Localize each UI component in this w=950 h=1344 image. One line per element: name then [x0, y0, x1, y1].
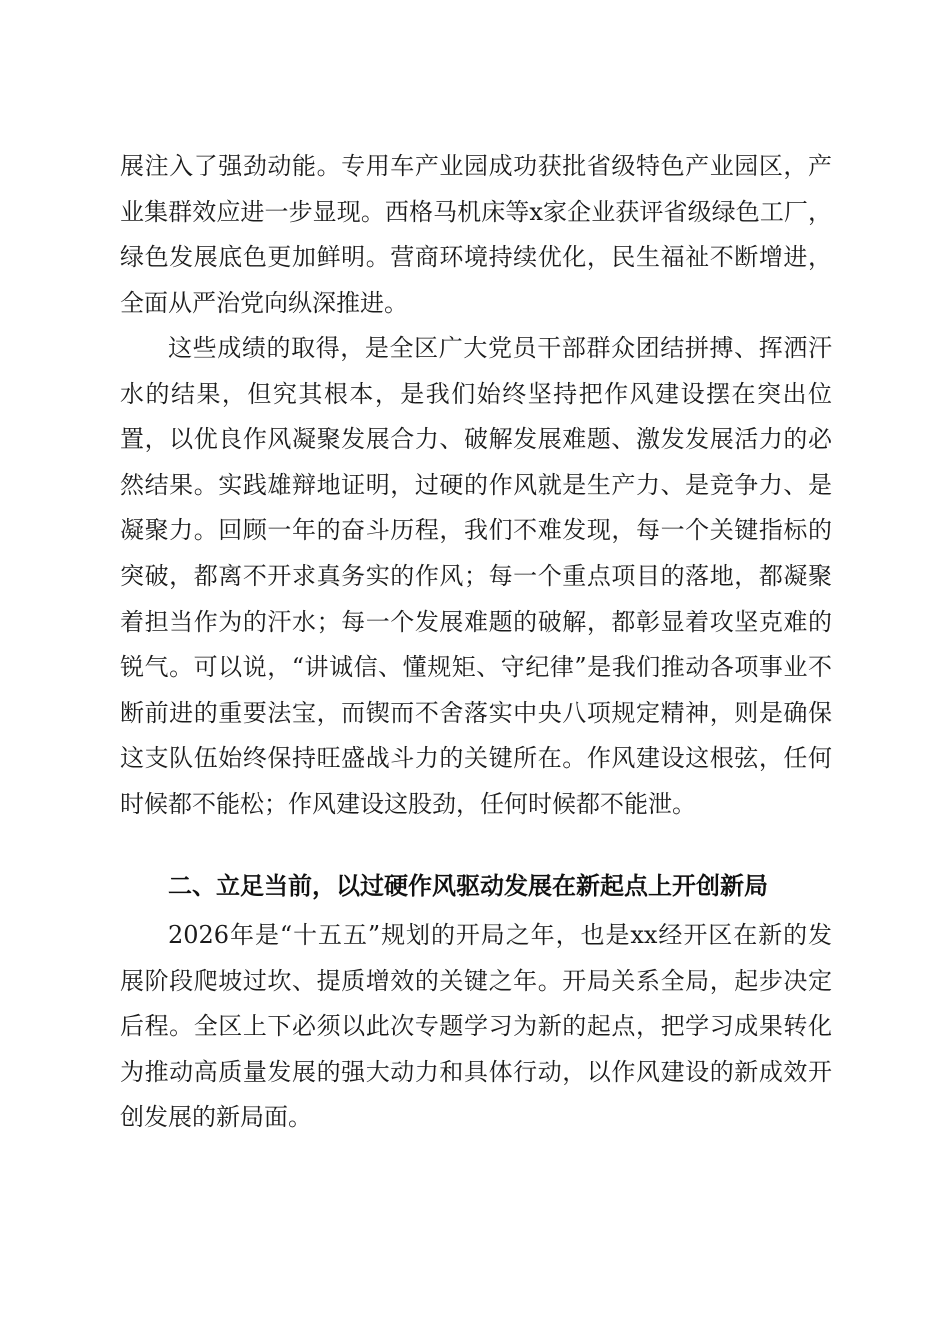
section-heading: 二、立足当前，以过硬作风驱动发展在新起点上开创新局: [168, 872, 768, 900]
paragraph-text: 2026年是“十五五”规划的开局之年，也是xx经开区在新的发展阶段爬坡过坎、提质增效的关键之年。开局关系全局，起步决定后程。全区上下必须以此次专题学习为新的起点，把学习成果转化为推动高质量发展的强大动力和具体行动，以作风建设的新成效开创发展的新局面。: [120, 921, 832, 1132]
paragraph-text: 展注入了强劲动能。专用车产业园成功获批省级特色产业园区，产业集群效应进一步显现。西格马机床等x家企业获评省级绿色工厂，绿色发展底色更加鲜明。营商环境持续优化，民生福祉不断增进，全面从严治党向纵深推进。: [120, 152, 832, 317]
paragraph-continued: [120, 144, 832, 326]
paragraph-2026-plan: [120, 913, 832, 1141]
paragraph-achievements: [120, 326, 832, 828]
paragraph-text: 这些成绩的取得，是全区广大党员干部群众团结拼搏、挥洒汗水的结果，但究其根本，是我们始终坚持把作风建设摆在突出位置，以优良作风凝聚发展合力、破解发展难题、激发发展活力的必然结果。实践雄辩地证明，过硬的作风就是生产力、是竞争力、是凝聚力。回顾一年的奋斗历程，我们不难发现，每一个关键指标的突破，都离不开求真务实的作风；每一个重点项目的落地，都凝聚着担当作为的汗水；每一个发展难题的破解，都彰显着攻坚克难的锐气。可以说，“讲诚信、懂规矩、守纪律”是我们推动各项事业不断前进的重要法宝，而锲而不舍落实中央八项规定精神，则是确保这支队伍始终保持旺盛战斗力的关键所在。作风建设这根弦，任何时候都不能松；作风建设这股劲，任何时候都不能泄。: [120, 334, 832, 818]
